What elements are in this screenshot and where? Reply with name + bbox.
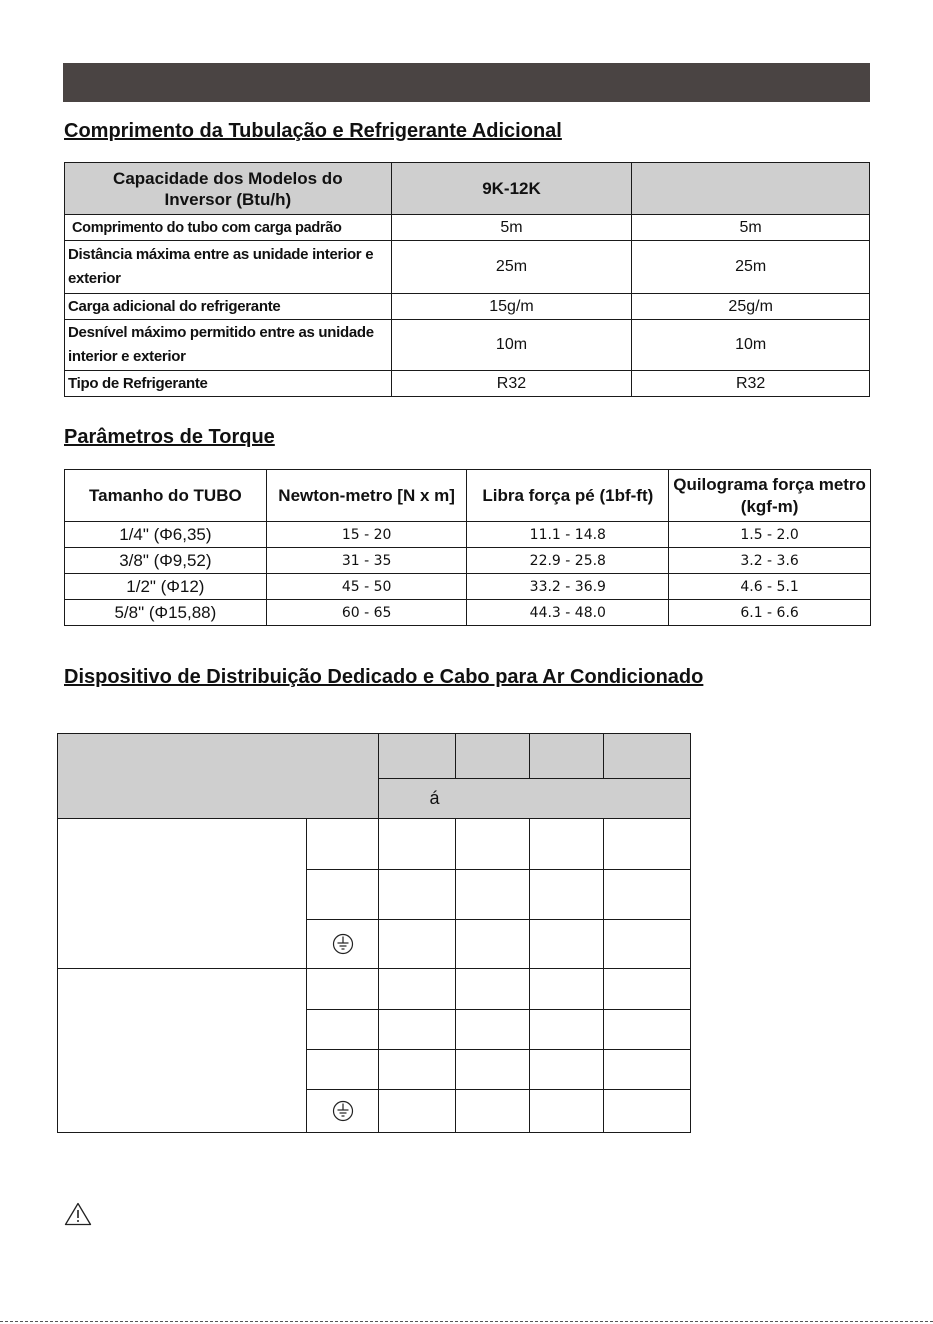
header-cell (379, 734, 456, 779)
row-value: 25g/m (632, 294, 870, 320)
cell (530, 920, 604, 969)
ground-cell (306, 920, 379, 969)
cell (456, 969, 530, 1010)
tube-size: 3/8" (Φ9,52) (65, 548, 267, 574)
cell (306, 969, 379, 1010)
cell (456, 920, 530, 969)
cell (379, 819, 456, 870)
header-bar (63, 63, 870, 102)
row-value: 10m (632, 320, 870, 371)
cell (379, 1050, 456, 1090)
ground-symbol-icon (332, 933, 354, 955)
cell (604, 1050, 691, 1090)
header-tube-size: Tamanho do TUBO (65, 470, 267, 522)
cell (456, 1090, 530, 1133)
row-value: 25m (632, 241, 870, 294)
row-label: Comprimento do tubo com carga padrão (65, 215, 392, 241)
row-value: 5m (632, 215, 870, 241)
piping-table (64, 162, 870, 397)
row-label: Desnível máximo permitido entre as unidade interior e exterior (65, 320, 392, 371)
cell (604, 920, 691, 969)
cell (306, 870, 379, 920)
header-pound-foot: Libra força pé (1bf-ft) (467, 470, 669, 522)
ground-cell (306, 1090, 379, 1133)
cell (306, 1010, 379, 1050)
torque-lbf: 11.1 - 14.8 (467, 522, 669, 548)
row-value: R32 (632, 371, 870, 397)
torque-nm: 31 - 35 (266, 548, 467, 574)
section-title-distribution: Dispositivo de Distribuição Dedicado e Cabo para Ar Condicionado (64, 666, 704, 688)
cell (604, 1010, 691, 1050)
cell (530, 1090, 604, 1133)
cell (306, 1050, 379, 1090)
torque-nm: 60 - 65 (266, 600, 467, 626)
cell (530, 819, 604, 870)
cell (604, 1090, 691, 1133)
row-value: 25m (391, 241, 632, 294)
tube-size: 5/8" (Φ15,88) (65, 600, 267, 626)
header-empty (632, 163, 870, 215)
section-title-piping: Comprimento da Tubulação e Refrigerante Adicional (64, 120, 562, 142)
row-label: Tipo de Refrigerante (65, 371, 392, 397)
header-9k12k: 9K-12K (391, 163, 632, 215)
cell (456, 1050, 530, 1090)
cell (379, 1010, 456, 1050)
torque-kgf: 4.6 - 5.1 (669, 574, 871, 600)
cell (604, 969, 691, 1010)
header-capacity: Capacidade dos Modelos do Inversor (Btu/h) (65, 163, 392, 215)
torque-kgf: 1.5 - 2.0 (669, 522, 871, 548)
group-1-label (58, 819, 307, 969)
row-value: 10m (391, 320, 632, 371)
header-cell (604, 734, 691, 779)
row-value: 5m (391, 215, 632, 241)
cell (456, 1010, 530, 1050)
accent-char: á (429, 788, 440, 808)
cell (530, 969, 604, 1010)
cell (456, 819, 530, 870)
warning-triangle-icon (64, 1202, 92, 1226)
cell (379, 969, 456, 1010)
group-2-label (58, 969, 307, 1133)
row-value: 15g/m (391, 294, 632, 320)
torque-table (64, 469, 871, 626)
row-value: R32 (391, 371, 632, 397)
cell (604, 870, 691, 920)
cell (379, 870, 456, 920)
cell (306, 819, 379, 870)
header-cell (456, 734, 530, 779)
cell (379, 1090, 456, 1133)
distribution-cable-table (57, 733, 691, 1133)
cell (530, 1050, 604, 1090)
header-newton-metre: Newton-metro [N x m] (266, 470, 467, 522)
ground-symbol-icon (332, 1100, 354, 1122)
torque-lbf: 44.3 - 48.0 (467, 600, 669, 626)
cell (530, 870, 604, 920)
torque-nm: 15 - 20 (266, 522, 467, 548)
header-cell (530, 734, 604, 779)
section-title-torque: Parâmetros de Torque (64, 426, 275, 448)
row-label: Distância máxima entre as unidade interior e exterior (65, 241, 392, 294)
tube-size: 1/4" (Φ6,35) (65, 522, 267, 548)
header-blank (58, 734, 379, 819)
torque-nm: 45 - 50 (266, 574, 467, 600)
header-kgf-metre: Quilograma força metro (kgf-m) (669, 470, 871, 522)
header-accent (379, 779, 691, 819)
cell (530, 1010, 604, 1050)
cell (604, 819, 691, 870)
cell (379, 920, 456, 969)
torque-lbf: 33.2 - 36.9 (467, 574, 669, 600)
torque-kgf: 3.2 - 3.6 (669, 548, 871, 574)
page-bottom-border (0, 1321, 933, 1322)
cell (456, 870, 530, 920)
tube-size: 1/2" (Φ12) (65, 574, 267, 600)
torque-kgf: 6.1 - 6.6 (669, 600, 871, 626)
row-label: Carga adicional do refrigerante (65, 294, 392, 320)
torque-lbf: 22.9 - 25.8 (467, 548, 669, 574)
